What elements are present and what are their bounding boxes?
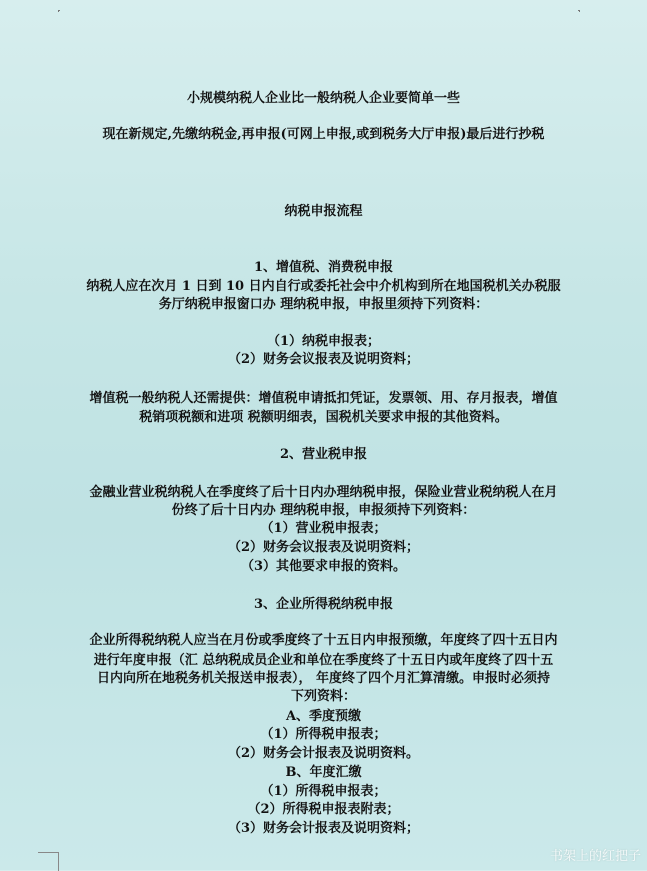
doc-line: （3）财务会计报表及说明资料； bbox=[227, 821, 420, 836]
doc-line: （2）财务会计报表及说明资料。 bbox=[227, 746, 420, 761]
doc-line: （2）所得税申报表附表； bbox=[247, 802, 400, 817]
doc-line: （3）其他要求申报的资料。 bbox=[240, 559, 407, 574]
doc-line: 金融业营业税纳税人在季度终了后十日内办理纳税申报，保险业营业税纳税人在月 bbox=[89, 485, 558, 500]
doc-line: （1）营业税申报表； bbox=[260, 521, 387, 536]
section-heading: 3、企业所得税纳税申报 bbox=[253, 597, 394, 612]
doc-line: （2）财务会议报表及说明资料； bbox=[227, 540, 420, 555]
doc-line: （1）纳税申报表； bbox=[266, 334, 381, 349]
crop-mark-bottom-left bbox=[38, 852, 59, 871]
doc-line: A、季度预缴 bbox=[285, 709, 362, 724]
doc-line: （1）所得税申报表； bbox=[260, 784, 387, 799]
doc-line: 企业所得税纳税人应当在月份或季度终了十五日内申报预缴，年度终了四十五日内 bbox=[89, 633, 558, 648]
doc-line: 下列资料： bbox=[290, 689, 356, 704]
doc-line: B、年度汇缴 bbox=[285, 765, 362, 780]
doc-line: 小规模纳税人企业比一般纳税人企业要简单一些 bbox=[186, 91, 460, 106]
doc-line: 份终了后十日内办 理纳税申报，申报须持下列资料： bbox=[171, 503, 476, 518]
doc-line: 增值税一般纳税人还需提供：增值税申请抵扣凭证，发票领、用、存月报表，增值 bbox=[89, 391, 558, 406]
section-heading: 1、增值税、消费税申报 bbox=[253, 260, 394, 275]
doc-line: 日内向所在地税务机关报送申报表）， 年度终了四个月汇算清缴。申报时必须持 bbox=[96, 671, 551, 686]
doc-line: 现在新规定,先缴纳税金,再申报(可网上申报,或到税务大厅申报)最后进行抄税 bbox=[102, 127, 545, 142]
crop-mark-top-right bbox=[578, 10, 580, 12]
doc-line: （2）财务会议报表及说明资料； bbox=[227, 352, 420, 367]
doc-line: 务厅纳税申报窗口办 理纳税申报，申报里须持下列资料： bbox=[158, 297, 489, 312]
section-heading: 2、营业税申报 bbox=[279, 447, 368, 462]
doc-line: 进行年度申报（汇 总纳税成员企业和单位在季度终了十五日内或年度终了四十五 bbox=[93, 653, 554, 668]
crop-mark-top-left bbox=[58, 10, 60, 12]
section-title: 纳税申报流程 bbox=[284, 204, 363, 219]
doc-line: （1）所得税申报表； bbox=[260, 727, 387, 742]
watermark-text: 书架上的红把子 bbox=[549, 849, 641, 864]
doc-line: 税销项税额和进项 税额明细表，国税机关要求申报的其他资料。 bbox=[139, 410, 508, 425]
doc-line: 纳税人应在次月 1 日到 10 日内自行或委托社会中介机构到所在地国税机关办税服 bbox=[86, 279, 561, 294]
